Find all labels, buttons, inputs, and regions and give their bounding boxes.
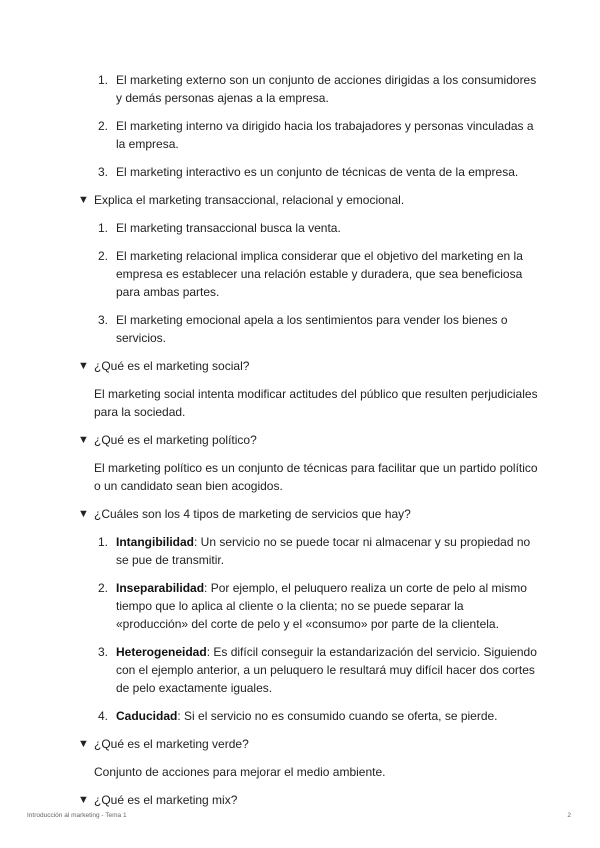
list-number: 2. — [98, 581, 109, 595]
list-number: 1. — [98, 73, 109, 87]
question-text: ¿Qué es el marketing verde? — [94, 737, 249, 751]
list-item-text: : Un servicio no se puede tocar ni almacenar y su propiedad no se pue de transmitir. — [116, 535, 531, 567]
toggle-question-verde[interactable] — [78, 735, 538, 753]
list-item — [78, 71, 538, 107]
list-item-text: : Si el servicio no es consumido cuando se oferta, se pierde. — [177, 709, 498, 723]
list-number: 4. — [98, 709, 109, 723]
list-number: 3. — [98, 645, 109, 659]
list-item — [78, 643, 538, 697]
list-item-text: : Es difícil conseguir la estandarización del servicio. Siguiendo con el ejemplo anterior, a un peluquero le resultará muy difícil hacer dos cortes de pelo exactamente iguales. — [116, 645, 537, 695]
list-item-text: El marketing interno va dirigido hacia los trabajadores y personas vinculadas a la empresa. — [116, 119, 534, 151]
toggle-question-politico[interactable] — [78, 431, 538, 449]
answer-paragraph: Conjunto de acciones para mejorar el medio ambiente. — [94, 765, 386, 779]
list-item-text: El marketing emocional apela a los sentimientos para vender los bienes o servicios. — [116, 313, 508, 345]
marketing-types-list — [78, 71, 538, 181]
triangle-down-icon[interactable]: ▼ — [78, 794, 89, 806]
list-item-text: El marketing relacional implica considerar que el objetivo del marketing en la empresa es establecer una relación estable y duradera, que sea beneficiosa para ambas partes. — [116, 249, 523, 299]
toggle-question-social[interactable] — [78, 357, 538, 375]
list-item — [78, 163, 538, 181]
term-bold: Heterogeneidad — [116, 645, 207, 659]
list-item — [78, 579, 538, 633]
list-item — [78, 117, 538, 153]
list-item — [78, 311, 538, 347]
list-item — [78, 533, 538, 569]
triangle-down-icon[interactable]: ▼ — [78, 434, 89, 446]
list-item — [78, 707, 538, 725]
question-text: ¿Cuáles son los 4 tipos de marketing de servicios que hay? — [94, 507, 411, 521]
page-number: 2 — [567, 812, 571, 819]
question-text: ¿Qué es el marketing social? — [94, 359, 250, 373]
list-number: 2. — [98, 249, 109, 263]
question-text: Explica el marketing transaccional, relacional y emocional. — [94, 193, 405, 207]
triangle-down-icon[interactable]: ▼ — [78, 508, 89, 520]
list-number: 3. — [98, 165, 109, 179]
term-bold: Intangibilidad — [116, 535, 194, 549]
list-number: 1. — [98, 535, 109, 549]
answer-paragraph: El marketing político es un conjunto de técnicas para facilitar que un partido político o un candidato sean bien acogidos. — [94, 461, 538, 493]
triangle-down-icon[interactable]: ▼ — [78, 360, 89, 372]
triangle-down-icon[interactable]: ▼ — [78, 194, 89, 206]
list-number: 2. — [98, 119, 109, 133]
term-bold: Inseparabilidad — [116, 581, 205, 595]
toggle-question-mix[interactable] — [78, 791, 538, 809]
list-number: 3. — [98, 313, 109, 327]
answer-paragraph: El marketing social intenta modificar actitudes del público que resulten perjudiciales para la sociedad. — [94, 387, 538, 419]
list-number: 1. — [98, 221, 109, 235]
question-text: ¿Qué es el marketing mix? — [94, 793, 238, 807]
list-item — [78, 219, 538, 237]
list-item-text: El marketing interactivo es un conjunto de técnicas de venta de la empresa. — [116, 165, 519, 179]
answer-list — [78, 219, 538, 347]
list-item-text: El marketing externo son un conjunto de acciones dirigidas a los consumidores y demás personas ajenas a la empresa. — [116, 73, 537, 105]
term-bold: Caducidad — [116, 709, 178, 723]
question-text: ¿Qué es el marketing político? — [94, 433, 257, 447]
answer-list — [78, 533, 538, 725]
footer-title: Introducción al marketing - Tema 1 — [27, 812, 127, 819]
page-content — [78, 71, 538, 819]
list-item-text: : Por ejemplo, el peluquero realiza un corte de pelo al mismo tiempo que lo aplica al cliente o la clienta; no se puede separar la «producción» del corte de pelo y el «consumo» por parte de la clientela. — [116, 581, 527, 631]
toggle-question-transaccional[interactable] — [78, 191, 538, 209]
toggle-question-servicios[interactable] — [78, 505, 538, 523]
list-item — [78, 247, 538, 301]
list-item-text: El marketing transaccional busca la venta. — [116, 221, 341, 235]
triangle-down-icon[interactable]: ▼ — [78, 738, 89, 750]
